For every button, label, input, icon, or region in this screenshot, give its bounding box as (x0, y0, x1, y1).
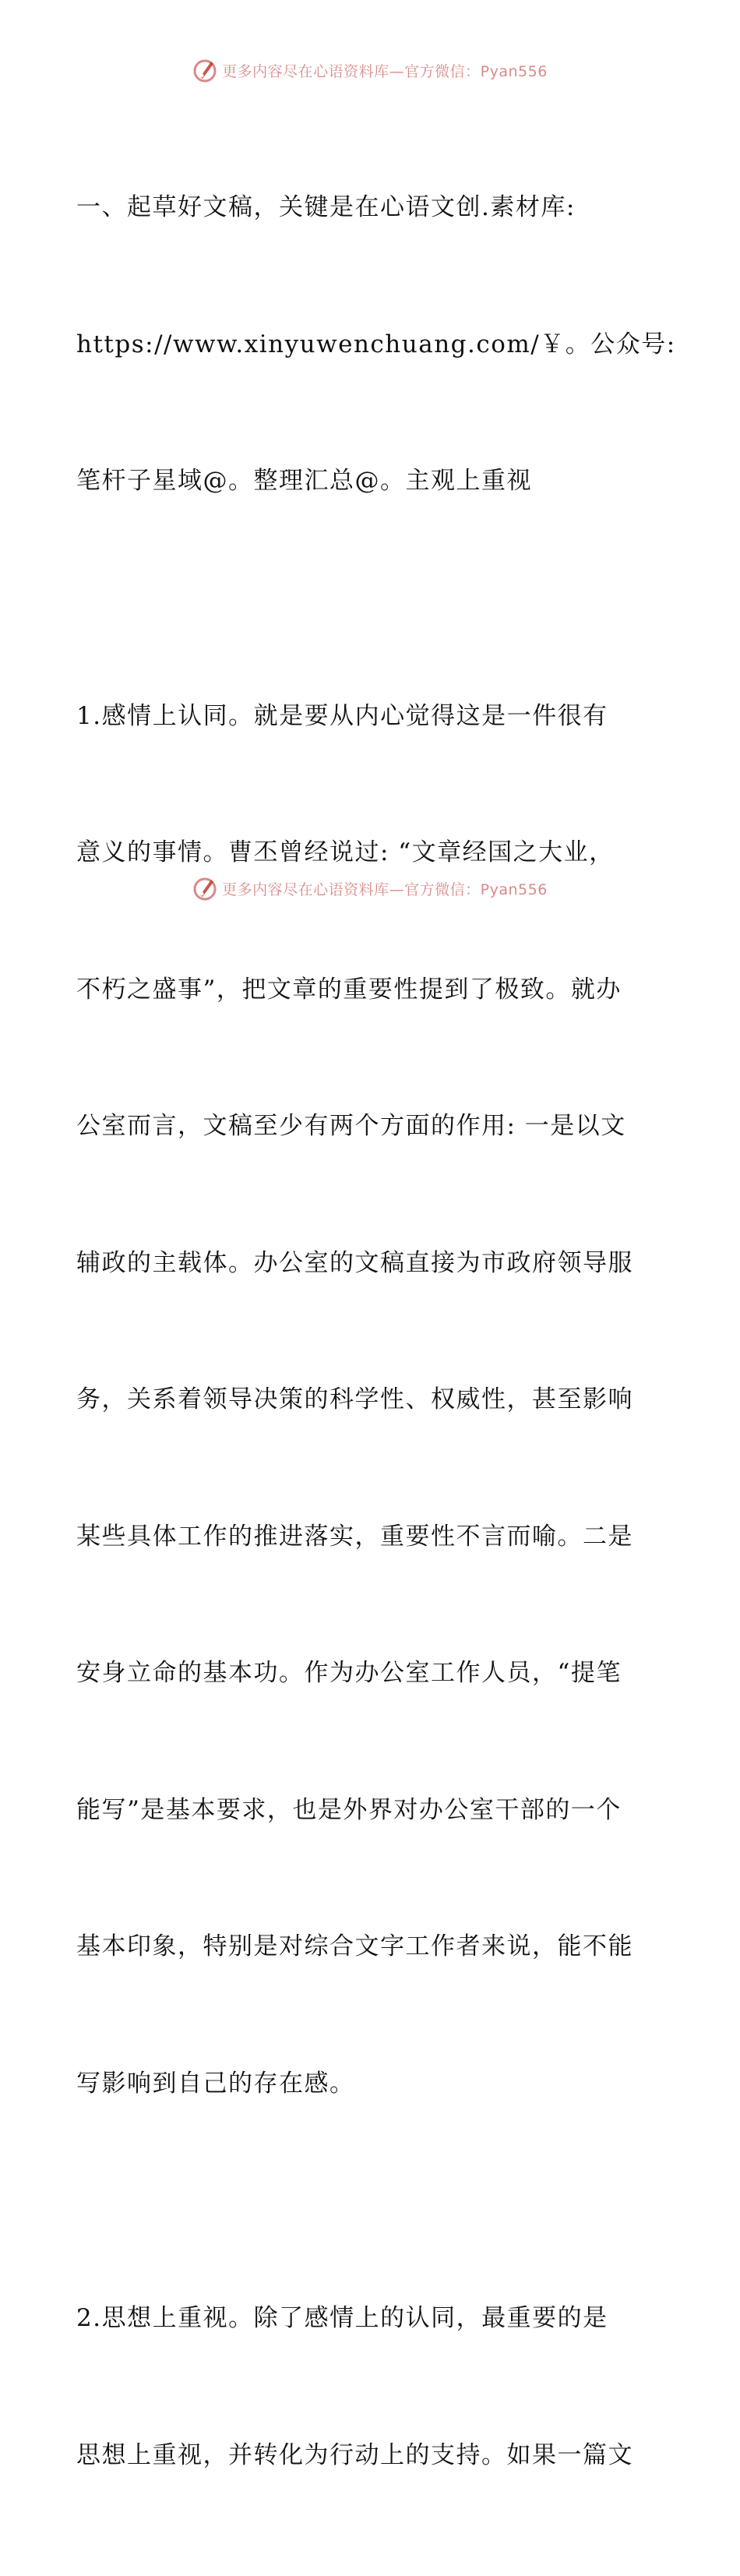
quill-pen-circle-icon (192, 57, 219, 83)
paragraph-emotional-recognition (76, 602, 668, 2198)
footer-banner-dash: — (389, 880, 405, 898)
footer-banner-wechat: 官方微信：Pyan556 (404, 880, 548, 898)
header-banner-main: 更多内容尽在心语资料库 (222, 62, 389, 80)
text-line: 务，关系着领导决策的科学性、权威性，甚至影响 (76, 1385, 633, 1413)
header-watermark-banner (0, 55, 740, 86)
document-body (76, 94, 676, 2576)
text-line: 2.思想上重视。除了感情上的认同，最重要的是 (76, 2304, 608, 2332)
text-line: 1.感情上认同。就是要从内心觉得这是一件很有 (76, 701, 608, 730)
text-line: 写影响到自己的存在感。 (76, 2069, 355, 2098)
text-line: 公室而言，文稿至少有两个方面的作用: 一是以文 (76, 1112, 626, 1140)
footer-banner-main: 更多内容尽在心语资料库 (222, 880, 389, 898)
text-line: https://www.xinyuwenchuang.com/￥。公众号: (76, 330, 676, 358)
text-line: 某些具体工作的推进落实，重要性不言而喻。二是 (76, 1522, 633, 1551)
text-line: 思想上重视，并转化为行动上的支持。如果一篇文 (76, 2440, 633, 2469)
header-banner-wechat: 官方微信：Pyan556 (404, 62, 548, 80)
text-line: 笔杆子星域@。整理汇总@。主观上重视 (76, 467, 532, 495)
text-line: 安身立命的基本功。作为办公室工作人员，“提笔 (76, 1659, 622, 1687)
text-line: 不朽之盛事”，把文章的重要性提到了极致。就办 (76, 975, 622, 1004)
header-banner-text (222, 60, 548, 81)
text-line: 能写”是基本要求，也是外界对办公室干部的一个 (76, 1795, 622, 1824)
text-line: 一、起草好文稿，关键是在心语文创.素材库: (76, 193, 576, 221)
footer-watermark-banner (0, 873, 740, 904)
text-line: 意义的事情。曹丕曾经说过: “文章经国之大业， (76, 838, 615, 866)
paragraph-heading-1 (76, 94, 676, 595)
header-banner-dash: — (389, 62, 405, 80)
paragraph-ideological-importance (76, 2204, 668, 2569)
text-line: 辅政的主载体。办公室的文稿直接为市政府领导服 (76, 1248, 633, 1277)
footer-banner-text (222, 878, 548, 899)
quill-pen-circle-icon (192, 875, 219, 902)
text-line: 基本印象，特别是对综合文字工作者来说，能不能 (76, 1932, 633, 1960)
